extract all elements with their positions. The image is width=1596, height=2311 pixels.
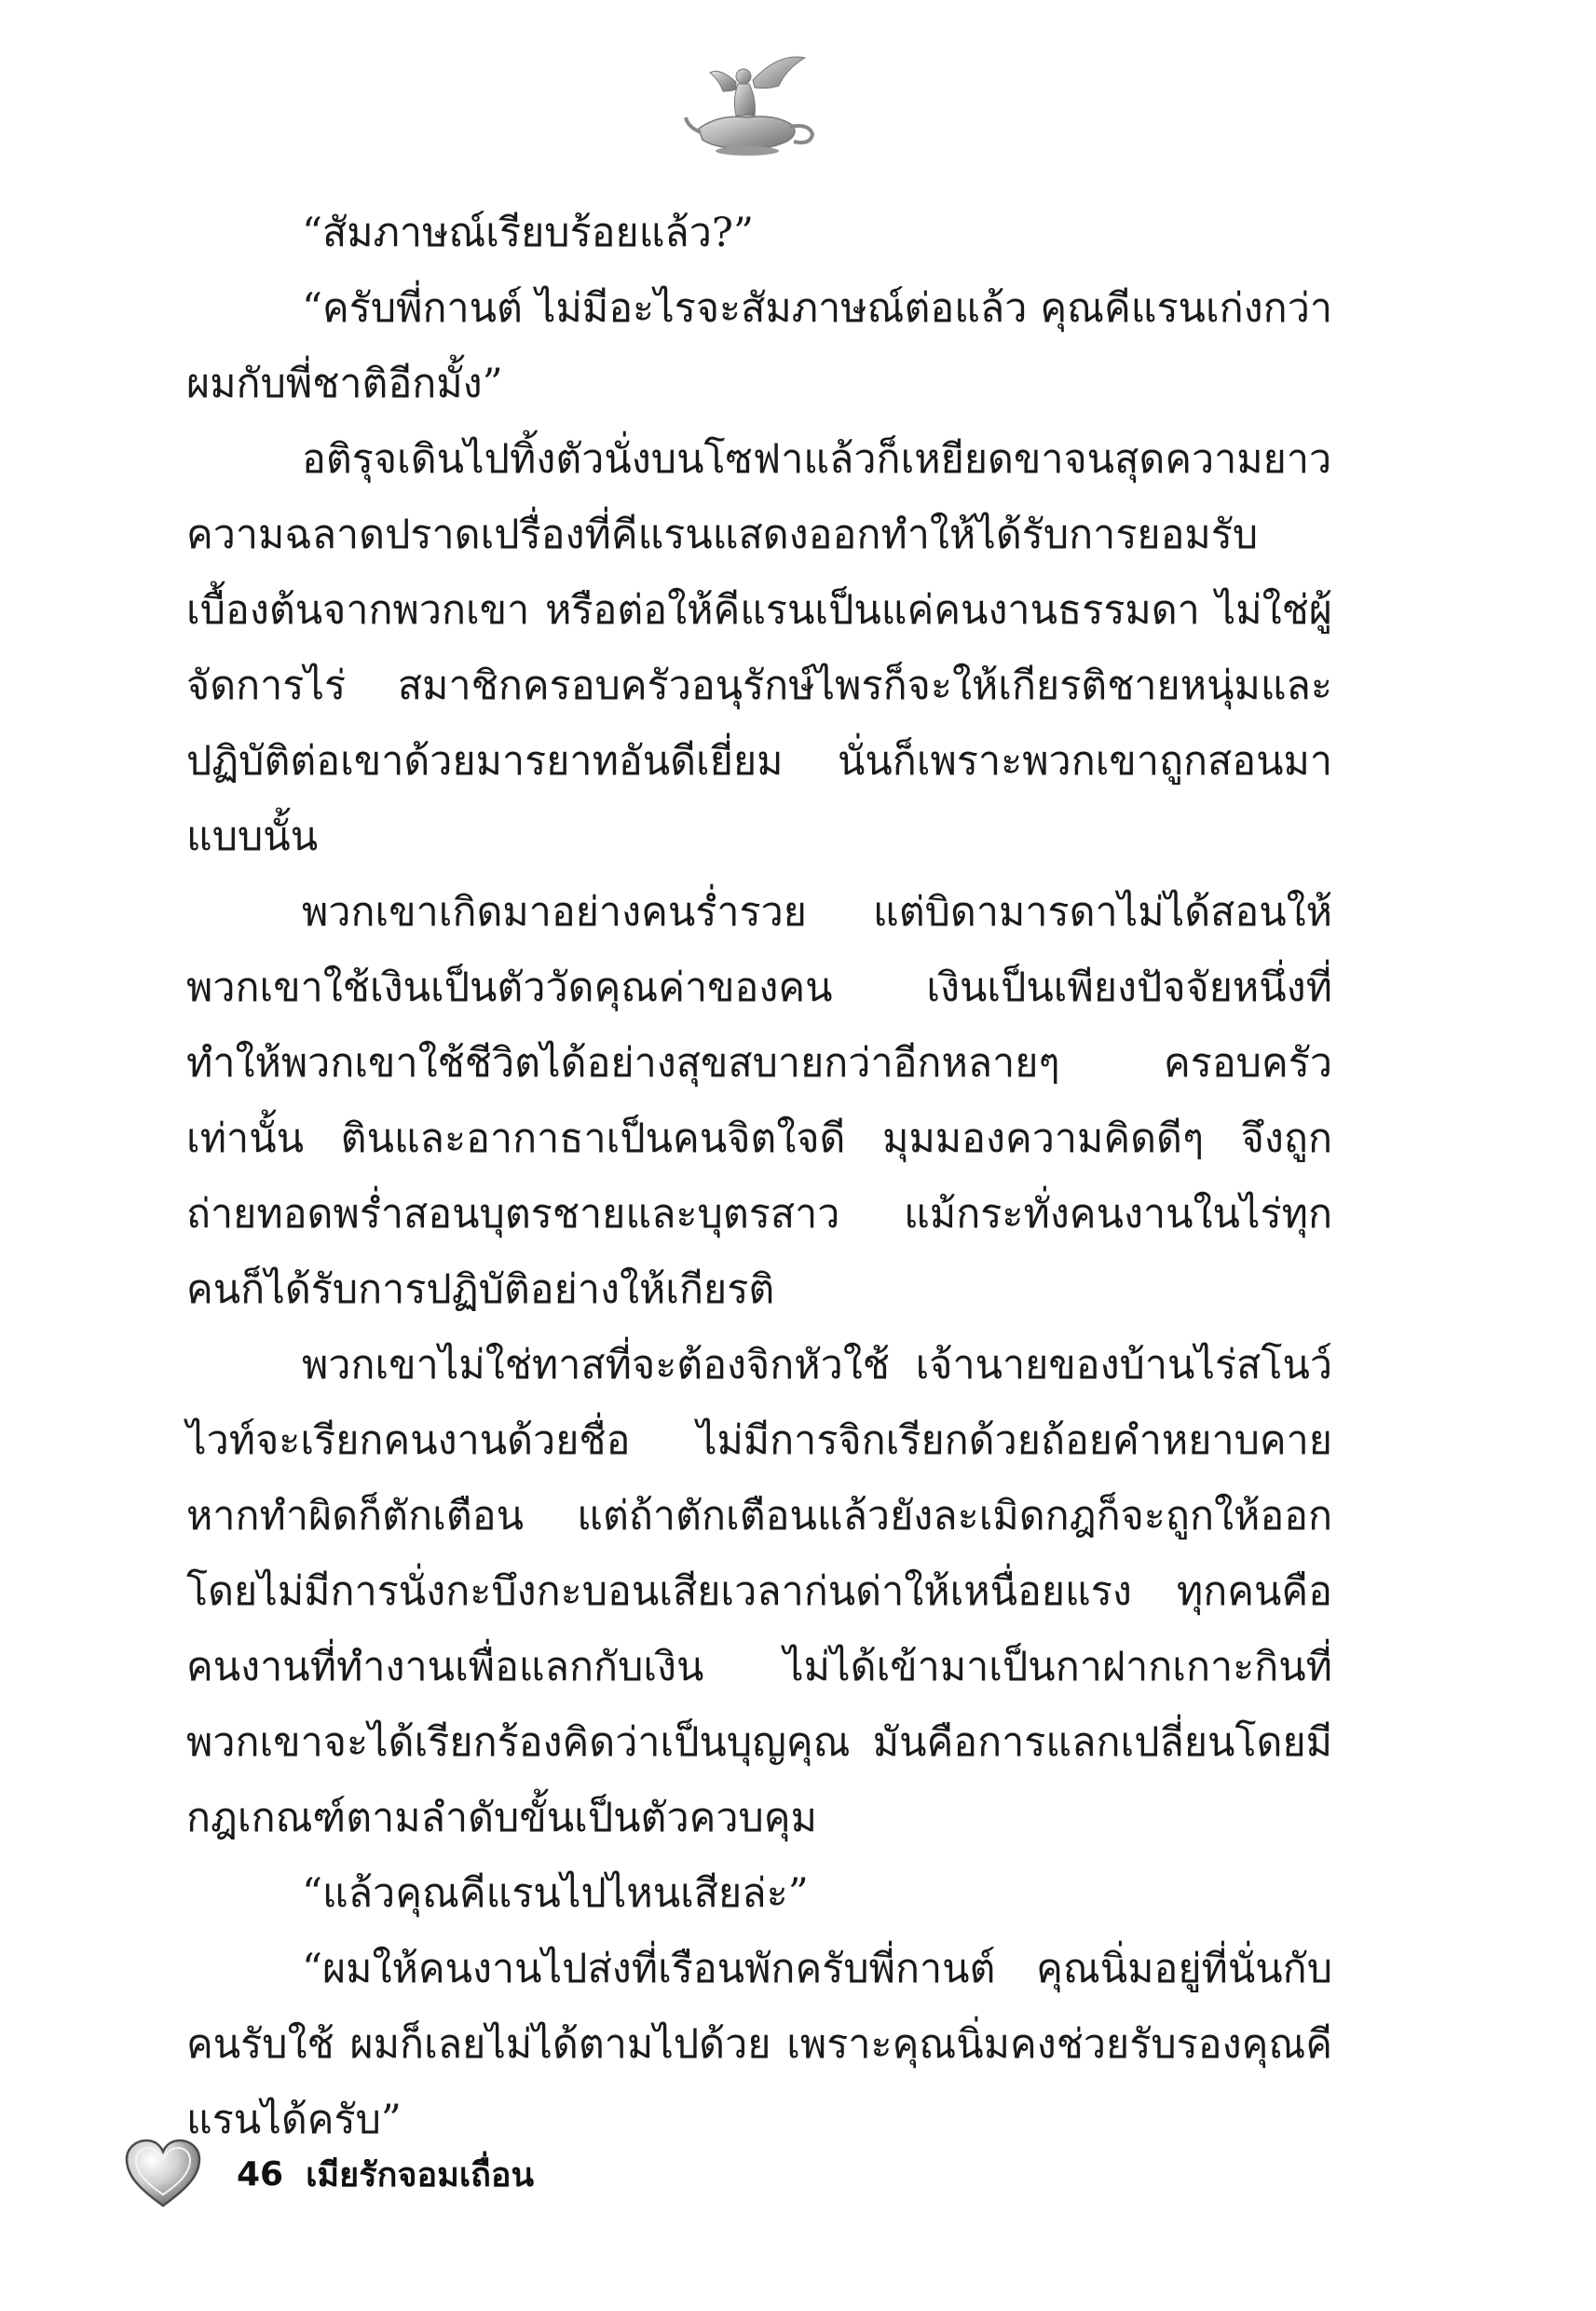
paragraph: “แล้วคุณคีแรนไปไหนเสียล่ะ”: [302, 1870, 809, 1917]
paragraph: “ครับพี่กานต์ ไม่มีอะไรจะสัมภาษณ์ต่อแล้ว คุณคีแรนเก่งกว่าผมกับพี่ชาติอีกมั้ง”: [186, 285, 1332, 407]
heart-icon: [123, 2137, 203, 2211]
paragraph: พวกเขาไม่ใช่ทาสที่จะต้องจิกหัวใช้ เจ้านายของบ้านไร่สโนว์ไวท์จะเรียกคนงานด้วยชื่อ ไม่มีการจิกเรียกด้วยถ้อยคำหยาบคาย หากทำผิดก็ตักเตือน แต่ถ้าตักเตือนแล้วยังละเมิดกฎก็จะถูกให้ออก โดยไม่มีการนั่งกะบึงกะบอนเสียเวลาก่นด่าให้เหนื่อยแรง ทุกคนคือคนงานที่ทำงานเพื่อแลกกับเงิน ไม่ได้เข้ามาเป็นกาฝากเกาะกินที่พวกเขาจะได้เรียกร้องคิดว่าเป็นบุญคุณ มันคือการแลกเปลี่ยนโดยมีกฎเกณฑ์ตามลำดับขั้นเป็นตัวควบคุม: [186, 1342, 1332, 1841]
story-text: [186, 196, 1332, 2158]
paragraph: “สัมภาษณ์เรียบร้อยแล้ว?”: [302, 210, 754, 256]
paragraph: “ผมให้คนงานไปส่งที่เรือนพักครับพี่กานต์ คุณนิ่มอยู่ที่นั่นกับคนรับใช้ ผมก็เลยไม่ได้ตามไปด้วย เพราะคุณนิ่มคงช่วยรับรองคุณคีแรนได้ครับ”: [186, 1946, 1332, 2143]
page-footer: [123, 2132, 534, 2216]
book-title: เมียรักจอมเถื่อน: [306, 2155, 535, 2195]
page-number: 46: [237, 2154, 284, 2194]
angel-teapot-ornament-icon: [682, 48, 822, 160]
paragraph: อติรุจเดินไปทิ้งตัวนั่งบนโซฟาแล้วก็เหยียดขาจนสุดความยาว ความฉลาดปราดเปรื่องที่คีแรนแสดงออกทำให้ได้รับการยอมรับเบื้องต้นจากพวกเขา หรือต่อให้คีแรนเป็นแค่คนงานธรรมดา ไม่ใช่ผู้จัดการไร่ สมาชิกครอบครัวอนุรักษ์ไพรก็จะให้เกียรติชายหนุ่มและปฏิบัติต่อเขาด้วยมารยาทอันดีเยี่ยม นั่นก็เพราะพวกเขาถูกสอนมาแบบนั้น: [186, 436, 1332, 860]
paragraph: พวกเขาเกิดมาอย่างคนร่ำรวย แต่บิดามารดาไม่ได้สอนให้พวกเขาใช้เงินเป็นตัววัดคุณค่าของคน เงินเป็นเพียงปัจจัยหนึ่งที่ทำให้พวกเขาใช้ชีวิตได้อย่างสุขสบายกว่าอีกหลายๆ ครอบครัวเท่านั้น ตินและอากาธาเป็นคนจิตใจดี มุมมองความคิดดีๆ จึงถูกถ่ายทอดพร่ำสอนบุตรชายและบุตรสาว แม้กระทั่งคนงานในไร่ทุกคนก็ได้รับการปฏิบัติอย่างให้เกียรติ: [186, 889, 1332, 1313]
